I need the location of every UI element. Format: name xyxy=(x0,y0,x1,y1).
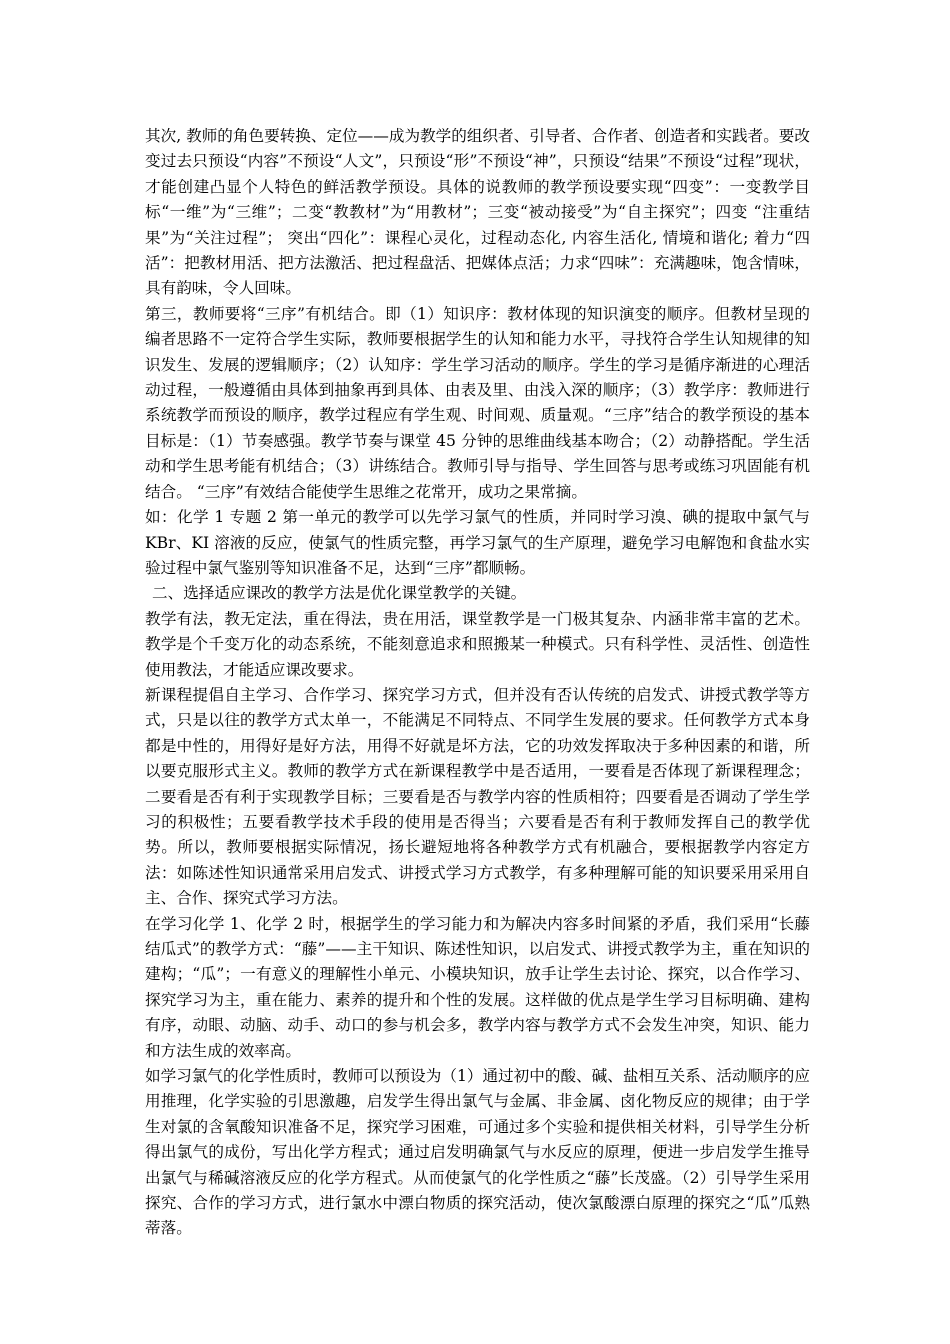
paragraph-vine-melon-method: 在学习化学 1、化学 2 时，根据学生的学习能力和为解决内容多时间紧的矛盾，我们采用“长藤结瓜式”的教学方式：“藤”——主干知识、陈述性知识，以启发式、讲授式教学为主，重在知识的建构；“瓜”；一有意义的理解性小单元、小模块知识，放手让学生去讨论、探究，以合作学习、探究学习为主，重在能力、素养的提升和个性的发展。这样做的优点是学生学习目标明确、建构有序，动眼、动脑、动手、动口的参与机会多，教学内容与教学方式不会发生冲突，知识、能力和方法生成的效率高。 xyxy=(145,914,810,1060)
paragraph-chlorine-chemical-properties: 如学习氯气的化学性质时，教师可以预设为（1）通过初中的酸、碱、盐相互关系、活动顺序的应用推理，化学实验的引思激趣，启发学生得出氯气与金属、非金属、卤化物反应的规律；由于学生对氯的含氧酸知识准备不足，探究学习困难，可通过多个实验和提供相关材料，引导学生分析得出氯气的成份，写出化学方程式；通过启发明确氯气与水反应的原理，便进一步启发学生推导出氯气与稀碱溶液反应的化学方程式。从而使氯气的化学性质之“藤”长茂盛。（2）引导学生采用探究、合作的学习方式，进行氯水中漂白物质的探究活动，使次氯酸漂白原理的探究之“瓜”瓜熟蒂落。 xyxy=(145,1067,810,1238)
document-body xyxy=(145,124,810,1242)
paragraph-new-curriculum: 新课程提倡自主学习、合作学习、探究学习方式，但并没有否认传统的启发式、讲授式教学等方式，只是以往的教学方式太单一，不能满足不同特点、不同学生发展的要求。任何教学方式本身都是中性的，用得好是好方法，用得不好就是坏方法，它的功效发挥取决于多种因素的和谐，所以要克服形式主义。教师的教学方式在新课程教学中是否适用，一要看是否体现了新课程理念；二要看是否有利于实现教学目标；三要看是否与教学内容的性质相符；四要看是否调动了学生学习的积极性；五要看教学技术手段的使用是否得当；六要看是否有利于教师发挥自己的教学优势。所以，教师要根据实际情况，扬长避短地将各种教学方式有机融合，要根据教学内容定方法：如陈述性知识通常采用启发式、讲授式学习方式教学，有多种理解可能的知识要采用采用自主、合作、探究式学习方法。 xyxy=(145,685,810,908)
paragraph-teaching-has-method: 教学有法，教无定法，重在得法，贵在用活，课堂教学是一门极其复杂、内涵非常丰富的艺术。教学是个千变万化的动态系统，不能刻意追求和照搬某一种模式。只有科学性、灵活性、创造性使用教法，才能适应课改要求。 xyxy=(145,609,810,679)
paragraph-three-orders: 第三，教师要将“三序”有机结合。即（1）知识序：教材体现的知识演变的顺序。但教材呈现的编者思路不一定符合学生实际，教师要根据学生的认知和能力水平，寻找符合学生认知规律的知识发生、发展的逻辑顺序；（2）认知序：学生学习活动的顺序。学生的学习是循序渐进的心理活动过程，一般遵循由具体到抽象再到具体、由表及里、由浅入深的顺序；（3）教学序：教师进行系统教学而预设的顺序，教学过程应有学生观、时间观、质量观。“三序”结合的教学预设的基本目标是：（1）节奏感强。教学节奏与课堂 45 分钟的思维曲线基本吻合；（2）动静搭配。学生活动和学生思考能有机结合；（3）讲练结合。教师引导与指导、学生回答与思考或练习巩固能有机结合。 “三序”有效结合能使学生思维之花常开，成功之果常摘。 xyxy=(145,304,810,501)
paragraph-teacher-role: 其次, 教师的角色要转换、定位——成为教学的组织者、引导者、合作者、创造者和实践者。要改变过去只预设“内容”不预设“人文”，只预设“形”不预设“神”，只预设“结果”不预设“过程”现状，才能创建凸显个人特色的鲜活教学预设。具体的说教师的教学预设要实现“四变”：一变教学目标“一维”为“三维”；二变“教教材”为“用教材”；三变“被动接受”为“自主探究”；四变 “注重结果”为“关注过程”； 突出“四化”：课程心灵化，过程动态化, 内容生活化, 情境和谐化; 着力“四活”：把教材用活、把方法激活、把过程盘活、把媒体点活；力求“四味”：充满趣味，饱含情味，具有韵味，令人回味。 xyxy=(145,127,810,298)
section-heading-teaching-methods: 二、选择适应课改的教学方法是优化课堂教学的关键。 xyxy=(152,584,527,603)
paragraph-chlorine-example: 如：化学 1 专题 2 第一单元的教学可以先学习氯气的性质，并同时学习溴、碘的提取中氯气与 KBr、KI 溶液的反应，使氯气的性质完整，再学习氯气的生产原理，避免学习电解饱和食盐水实验过程中氯气鉴别等知识准备不足，达到“三序”都顺畅。 xyxy=(145,508,810,577)
